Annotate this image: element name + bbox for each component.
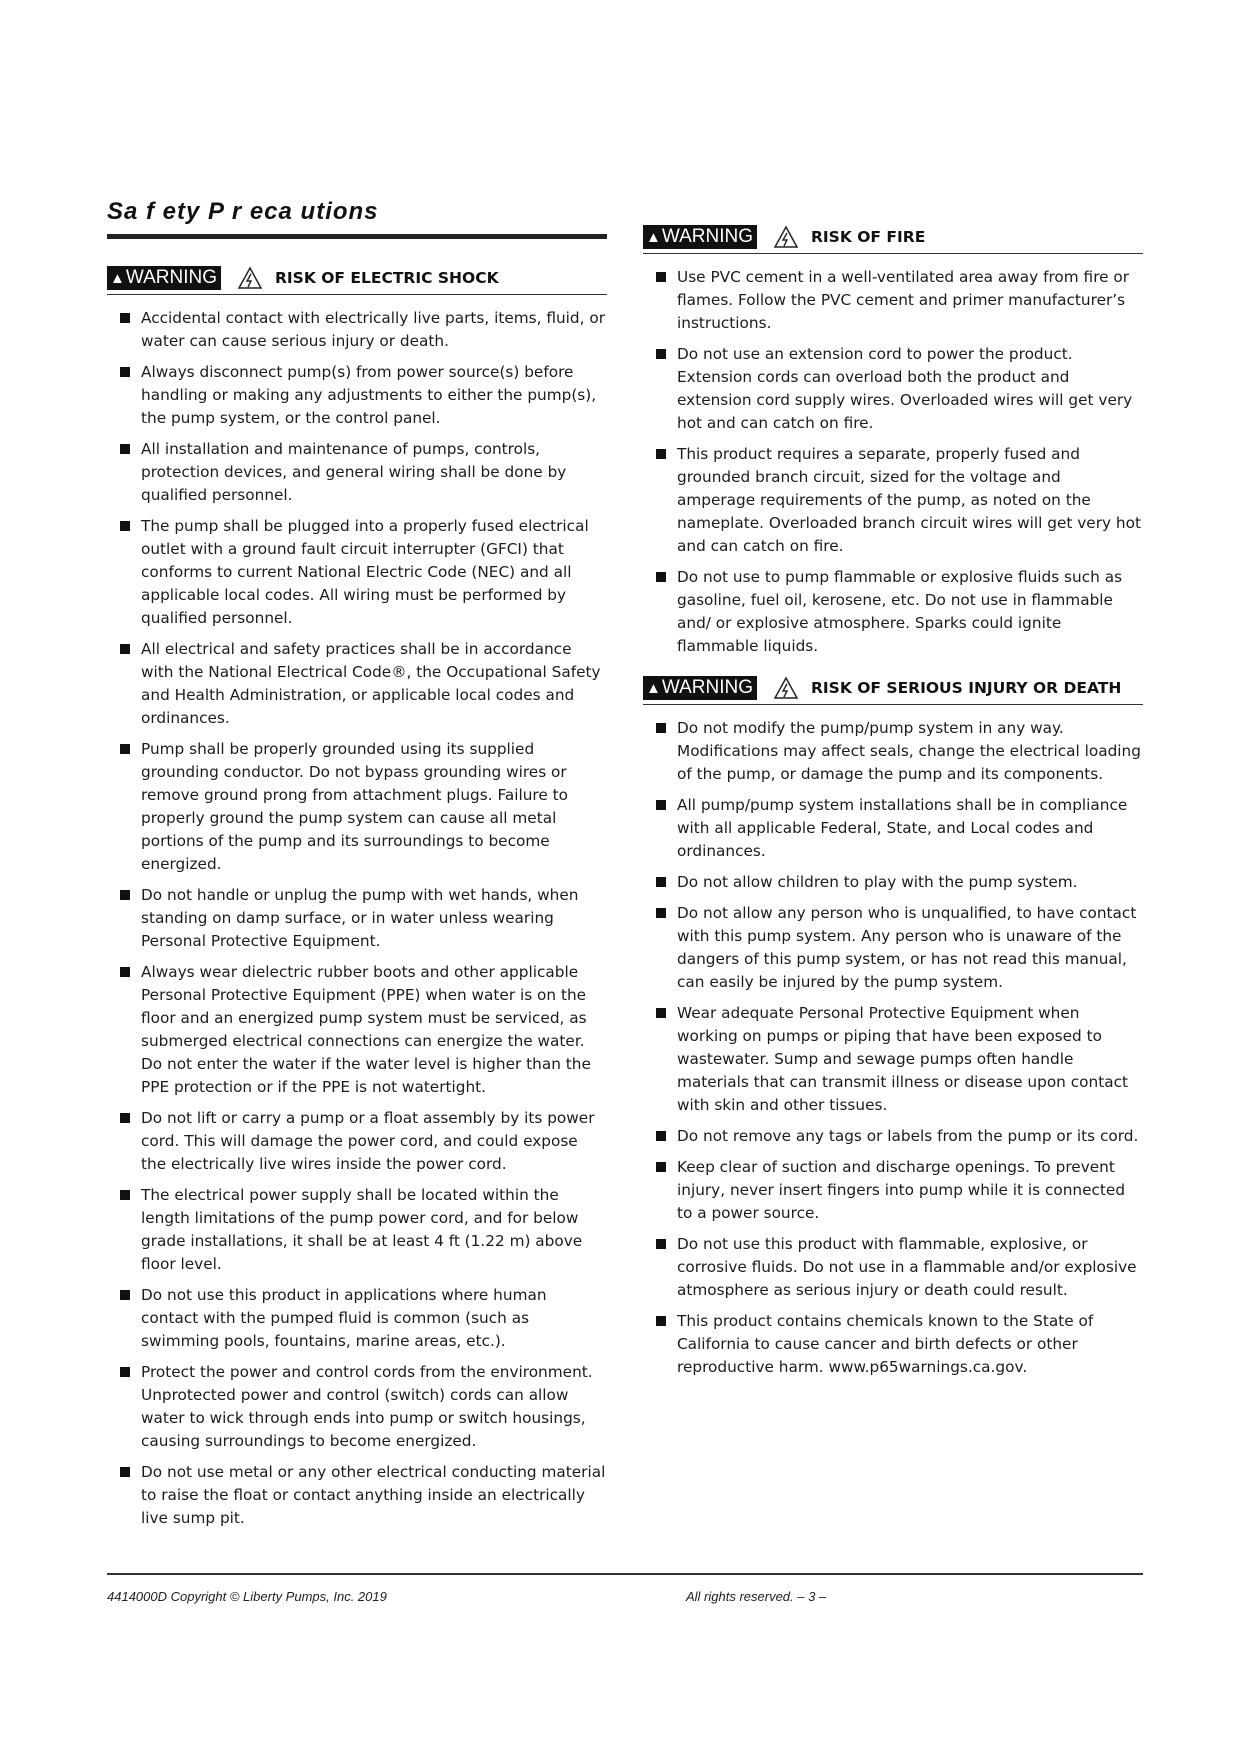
bullet-icon (656, 349, 666, 359)
electric-hazard-icon (773, 225, 799, 249)
list-item-text: Do not modify the pump/pump system in any way. Modifications may affect seals, change the electrical loading of the pump, or damage the pump and its components. (677, 719, 1141, 783)
list-item (107, 1107, 607, 1176)
list-item-text: Do not use this product in applications where human contact with the pumped fluid is common (such as swimming pools, fountains, marine areas, etc.). (141, 1286, 547, 1350)
bullet-list (643, 266, 1143, 658)
list-item-text: All installation and maintenance of pumps, controls, protection devices, and general wiring shall be done by qualified personnel. (141, 440, 567, 504)
bullet-icon (656, 449, 666, 459)
list-item (643, 1002, 1143, 1117)
footer-page-number: All rights reserved. – 3 – (686, 1589, 827, 1604)
bullet-icon (120, 1190, 130, 1200)
list-item-text: Always wear dielectric rubber boots and other applicable Personal Protective Equipment (PPE) when water is on the floor and an energized pump system must be serviced, as submerged electrical connections can energize the water. Do not enter the water if the water level is higher than the PPE protection or if the PPE is not watertight. (141, 963, 591, 1096)
bullet-icon (656, 908, 666, 918)
section-fire (643, 224, 1143, 666)
list-item (643, 871, 1143, 894)
list-item-text: Protect the power and control cords from the environment. Unprotected power and control (switch) cords can allow water to wick through ends into pump or switch housings, causing surroundings to become energized. (141, 1363, 593, 1450)
list-item-text: This product contains chemicals known to the State of California to cause cancer and birth defects or other reproductive harm. www.p65warnings.ca.gov. (677, 1312, 1094, 1376)
bullet-icon (656, 1316, 666, 1326)
section-electric-shock (107, 265, 607, 1538)
list-item (643, 566, 1143, 658)
warning-badge (643, 225, 757, 249)
list-item (107, 961, 607, 1099)
list-item (107, 1184, 607, 1276)
list-item (107, 638, 607, 730)
list-item (643, 902, 1143, 994)
list-item-text: Pump shall be properly grounded using its supplied grounding conductor. Do not bypass grounding wires or remove ground prong from attachment plugs. Failure to properly ground the pump system can cause all metal portions of the pump and its surroundings to become energized. (141, 740, 569, 873)
bullet-list (643, 717, 1143, 1379)
footer-rule (107, 1573, 1143, 1575)
bullet-icon (120, 313, 130, 323)
list-item-text: Keep clear of suction and discharge openings. To prevent injury, never insert fingers into pump while it is connected to a power source. (677, 1158, 1126, 1222)
section-title: RISK OF SERIOUS INJURY OR DEATH (810, 679, 1122, 697)
list-item-text: Do not use an extension cord to power the product. Extension cords can overload both the product and extension cord supply wires. Overloaded wires will get very hot and can catch on fire. (677, 345, 1133, 432)
list-item (643, 343, 1143, 435)
bullet-icon (656, 723, 666, 733)
list-item-text: Do not handle or unplug the pump with wet hands, when standing on damp surface, or in water unless wearing Personal Protective Equipment. (141, 886, 579, 950)
bullet-icon (656, 1008, 666, 1018)
list-item (107, 438, 607, 507)
warning-triangle-icon: ▲ (110, 269, 125, 287)
bullet-icon (120, 967, 130, 977)
bullet-icon (120, 1290, 130, 1300)
bullet-icon (120, 1467, 130, 1477)
bullet-icon (656, 1131, 666, 1141)
list-item (643, 266, 1143, 335)
list-item (643, 1156, 1143, 1225)
list-item-text: Wear adequate Personal Protective Equipment when working on pumps or piping that have been exposed to wastewater. Sump and sewage pumps often handle materials that can transmit illness or disease upon contact with skin and other tissues. (677, 1004, 1128, 1114)
bullet-icon (120, 1367, 130, 1377)
list-item (107, 307, 607, 353)
footer-copyright: 4414000D Copyright © Liberty Pumps, Inc. 2019 (107, 1589, 387, 1604)
list-item (643, 1233, 1143, 1302)
list-item-text: Do not use metal or any other electrical conducting material to raise the float or contact anything inside an electrically live sump pit. (141, 1463, 606, 1527)
list-item-text: Do not use to pump flammable or explosive fluids such as gasoline, fuel oil, kerosene, etc. Do not use in flammable and/ or explosive atmosphere. Sparks could ignite flammable liquids. (677, 568, 1123, 655)
list-item (643, 1125, 1143, 1148)
list-item-text: All electrical and safety practices shall be in accordance with the National Electrical Code®, the Occupational Safety and Health Administration, or applicable local codes and ordinances. (141, 640, 601, 727)
list-item-text: Use PVC cement in a well-ventilated area away from fire or flames. Follow the PVC cement and primer manufacturer’s instructions. (677, 268, 1130, 332)
list-item-text: Do not use this product with flammable, explosive, or corrosive fluids. Do not use in a flammable and/or explosive atmosphere as serious injury or death could result. (677, 1235, 1137, 1299)
list-item (643, 717, 1143, 786)
bullet-icon (120, 444, 130, 454)
section-header (643, 675, 1143, 705)
list-item-text: All pump/pump system installations shall be in compliance with all applicable Federal, State, and Local codes and ordinances. (677, 796, 1128, 860)
list-item-text: Accidental contact with electrically live parts, items, fluid, or water can cause serious injury or death. (141, 309, 606, 350)
list-item-text: Do not allow children to play with the pump system. (677, 873, 1078, 891)
warning-label: WARNING (125, 267, 217, 288)
list-item-text: Do not lift or carry a pump or a float assembly by its power cord. This will damage the power cord, and could expose the electrically live wires inside the power cord. (141, 1109, 595, 1173)
list-item (107, 1361, 607, 1453)
bullet-list (107, 307, 607, 1530)
warning-label: WARNING (661, 226, 753, 247)
list-item-text: This product requires a separate, properly fused and grounded branch circuit, sized for the voltage and amperage requirements of the pump, as noted on the nameplate. Overloaded branch circuit wires will get very hot and can catch on fire. (677, 445, 1141, 555)
electric-hazard-icon (773, 676, 799, 700)
list-item (107, 884, 607, 953)
bullet-icon (120, 367, 130, 377)
list-item (643, 794, 1143, 863)
list-item (107, 1284, 607, 1353)
list-item (107, 515, 607, 630)
bullet-icon (120, 1113, 130, 1123)
section-serious-injury (643, 675, 1143, 1387)
electric-hazard-icon (237, 266, 263, 290)
list-item (643, 443, 1143, 558)
bullet-icon (120, 644, 130, 654)
bullet-icon (656, 1162, 666, 1172)
title-rule (107, 234, 607, 239)
list-item-text: Always disconnect pump(s) from power source(s) before handling or making any adjustments to either the pump(s), the pump system, or the control panel. (141, 363, 597, 427)
list-item-text: The electrical power supply shall be located within the length limitations of the pump power cord, and for below grade installations, it shall be at least 4 ft (1.22 m) above floor level. (141, 1186, 583, 1273)
list-item-text: Do not allow any person who is unqualified, to have contact with this pump system. Any person who is unaware of the dangers of this pump system, or has not read this manual, can easily be injured by the pump system. (677, 904, 1137, 991)
section-header (107, 265, 607, 295)
bullet-icon (656, 572, 666, 582)
list-item-text: The pump shall be plugged into a properly fused electrical outlet with a ground fault circuit interrupter (GFCI) that conforms to current National Electric Code (NEC) and all applicable local codes. All wiring must be performed by qualified personnel. (141, 517, 589, 627)
list-item (643, 1310, 1143, 1379)
list-item-text: Do not remove any tags or labels from the pump or its cord. (677, 1127, 1139, 1145)
list-item (107, 1461, 607, 1530)
warning-label: WARNING (661, 677, 753, 698)
page-title: Sa f ety P r eca utions (107, 198, 379, 225)
bullet-icon (120, 744, 130, 754)
bullet-icon (656, 1239, 666, 1249)
list-item (107, 361, 607, 430)
warning-triangle-icon: ▲ (646, 228, 661, 246)
section-header (643, 224, 1143, 254)
list-item (107, 738, 607, 876)
warning-badge (643, 676, 757, 700)
bullet-icon (656, 272, 666, 282)
bullet-icon (656, 800, 666, 810)
warning-triangle-icon: ▲ (646, 679, 661, 697)
warning-badge (107, 266, 221, 290)
bullet-icon (120, 890, 130, 900)
section-title: RISK OF FIRE (810, 228, 926, 246)
bullet-icon (120, 521, 130, 531)
section-title: RISK OF ELECTRIC SHOCK (274, 269, 499, 287)
bullet-icon (656, 877, 666, 887)
